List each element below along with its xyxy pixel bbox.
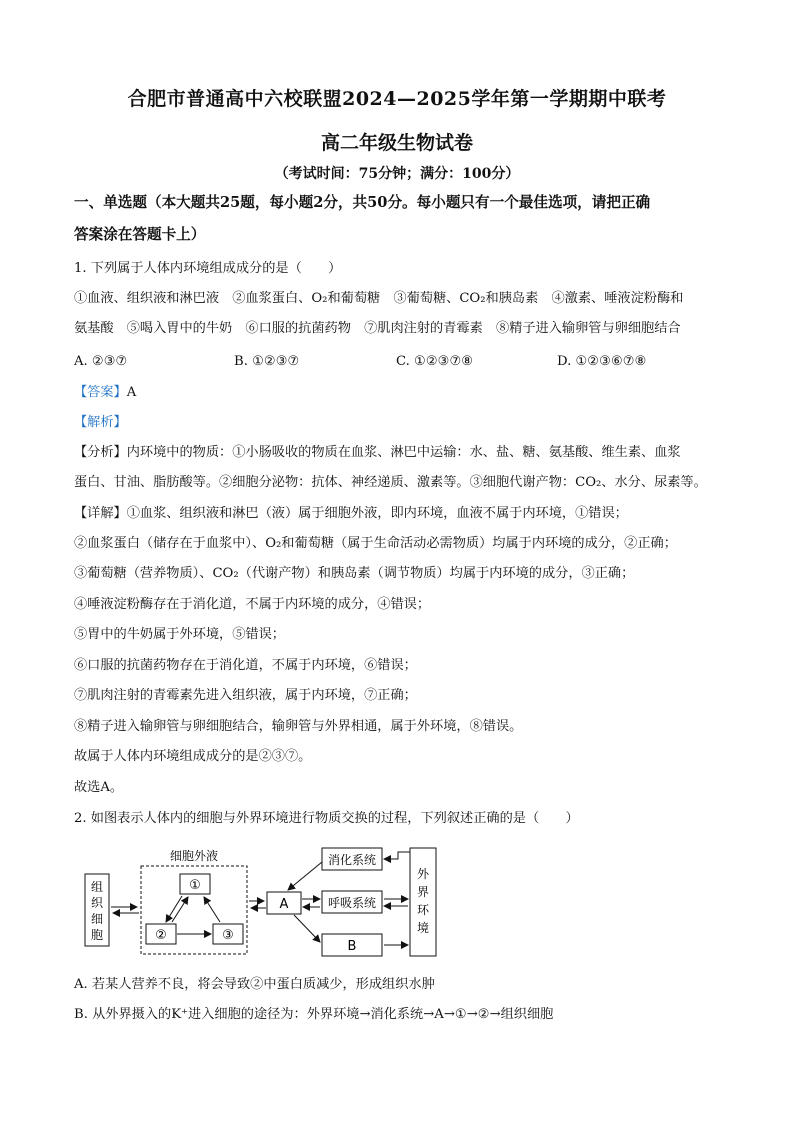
analysis-line: 故选A。 <box>74 780 124 795</box>
analysis-line: ④唾液淀粉酶存在于消化道，不属于内环境的成分，④错误； <box>74 597 431 612</box>
arrow-3-to-1 <box>204 897 220 922</box>
q1-items-line2: 氨基酸 ⑤喝入胃中的牛奶 ⑥口服的抗菌药物 ⑦肌肉注射的青霉素 ⑧精子进入输卵管与卵细胞结合 <box>74 321 681 336</box>
exam-info: （考试时间：75分钟；满分：100分） <box>274 166 520 182</box>
analysis-line: ②血浆蛋白（储存在于血浆中）、O₂和葡萄糖（属于生命活动必需物质）均属于内环境的成分，②正确； <box>74 536 677 551</box>
external-environment-char: 境 <box>416 921 430 935</box>
q2-stem: 2. 如图表示人体内的细胞与外界环境进行物质交换的过程，下列叙述正确的是（ ） <box>74 811 579 826</box>
q1-option-a: A. ②③⑦ <box>74 354 128 369</box>
q1-option-b: B. ①②③⑦ <box>234 354 300 369</box>
arrow-a-to-b <box>294 915 320 942</box>
arrow-external-to-digestive <box>384 852 410 859</box>
analysis-line: ③葡萄糖（营养物质）、CO₂（代谢产物）和胰岛素（调节物质）均属于内环境的成分，③正确； <box>74 566 635 581</box>
analysis-line: 故属于人体内环境组成成分的是②③⑦。 <box>74 749 312 764</box>
q1-items-line1: ①血液、组织液和淋巴液 ②血浆蛋白、O₂和葡萄糖 ③葡萄糖、CO₂和胰岛素 ④激素、唾液淀粉酶和 <box>74 291 684 306</box>
q2-option-b: B. 从外界摄入的K⁺进入细胞的途径为：外界环境→消化系统→A→①→②→组织细胞 <box>74 1007 554 1022</box>
arrow-2-to-1 <box>172 897 188 922</box>
extracellular-fluid-label: 细胞外液 <box>169 849 219 863</box>
analysis-line: ⑧精子进入输卵管与卵细胞结合，输卵管与外界相通，属于外环境，⑧错误。 <box>74 719 523 734</box>
arrow-digestive-to-a <box>288 862 322 890</box>
external-environment-char: 环 <box>416 903 430 917</box>
q1-analysis-tag: 【解析】 <box>74 415 127 430</box>
analysis-line: 【分析】内环境中的物质：①小肠吸收的物质在血浆、淋巴中运输：水、盐、糖、氨基酸、维生素、血浆 <box>74 445 681 460</box>
node-2-label: ② <box>155 928 167 943</box>
external-environment-char: 界 <box>416 885 430 899</box>
exam-subtitle: 高二年级生物试卷 <box>320 132 473 154</box>
node-1-label: ① <box>189 878 201 893</box>
external-environment-char: 外 <box>416 867 430 881</box>
tissue-cell-char: 组 <box>90 880 104 894</box>
analysis-line: ⑦肌肉注射的青霉素先进入组织液，属于内环境，⑦正确； <box>74 688 417 703</box>
exam-title: 合肥市普通高中六校联盟2024—2025学年第一学期期中联考 <box>127 88 667 110</box>
analysis-line: 【详解】①血浆、组织液和淋巴（液）属于细胞外液，即内环境，血液不属于内环境，①错误； <box>74 506 628 521</box>
tissue-cell-char: 织 <box>90 896 104 910</box>
q1-option-d: D. ①②③⑥⑦⑧ <box>557 354 647 369</box>
material-exchange-diagram <box>80 844 450 964</box>
q2-option-a: A. 若某人营养不良，将会导致②中蛋白质减少，形成组织水肿 <box>74 977 435 992</box>
q1-option-c: C. ①②③⑦⑧ <box>396 354 474 369</box>
answer-value: A <box>126 385 137 400</box>
digestive-system-label: 消化系统 <box>327 853 377 867</box>
tissue-cell-char: 胞 <box>90 928 104 942</box>
node-3-label: ③ <box>222 928 234 943</box>
section-heading-line1: 一、单选题（本大题共25题，每小题2分，共50分。每小题只有一个最佳选项，请把正确 <box>74 194 651 211</box>
q1-answer <box>74 386 136 399</box>
analysis-line: ⑥口服的抗菌药物存在于消化道，不属于内环境，⑥错误； <box>74 658 417 673</box>
tissue-cell-char: 细 <box>90 912 104 926</box>
respiratory-system-label: 呼吸系统 <box>327 896 377 910</box>
node-a-label: A <box>279 897 289 912</box>
analysis-line: ⑤胃中的牛奶属于外环境，⑤错误； <box>74 627 285 642</box>
external-environment-box <box>410 848 436 956</box>
node-b-label: B <box>347 939 357 954</box>
answer-tag: 【答案】 <box>74 385 127 400</box>
section-heading-line2: 答案涂在答题卡上） <box>74 226 206 243</box>
analysis-line: 蛋白、甘油、脂肪酸等。②细胞分泌物：抗体、神经递质、激素等。③细胞代谢产物：CO₂、水分、尿素等。 <box>74 475 707 490</box>
q1-stem: 1. 下列属于人体内环境组成成分的是（ ） <box>74 261 342 276</box>
